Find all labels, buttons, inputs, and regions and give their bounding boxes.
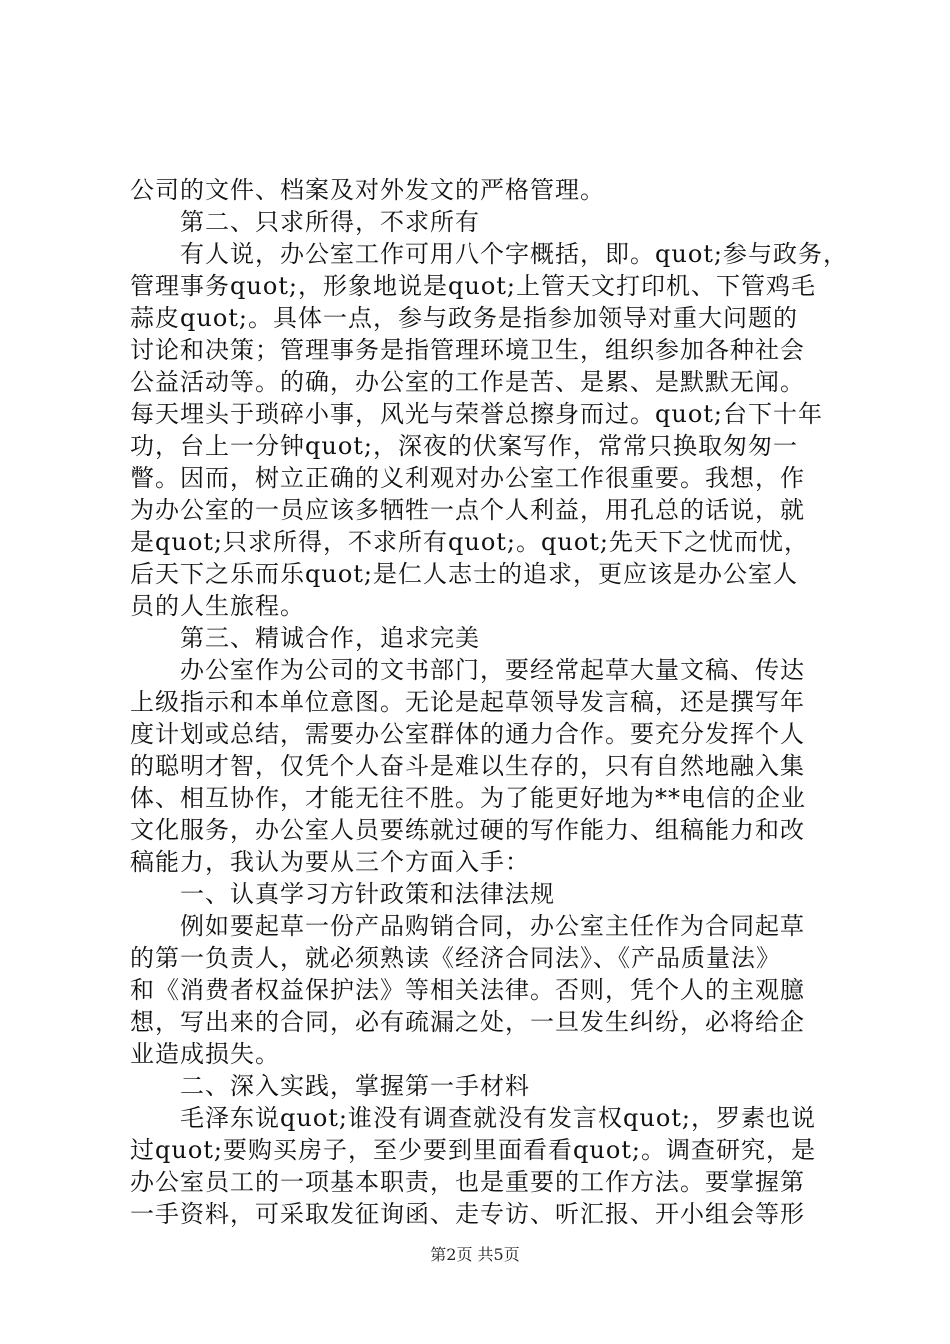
- text-line: 稿能力，我认为要从三个方面入手：: [130, 848, 530, 876]
- text-line: 毛泽东说quot;谁没有调查就没有发言权quot;，罗素也说: [180, 1104, 816, 1132]
- text-line: 功，台上一分钟quot;，深夜的伏案写作，常常只换取匆匆一: [130, 432, 798, 460]
- text-line: 每天埋头于琐碎小事，风光与荣誉总擦身而过。quot;台下十年: [130, 400, 823, 428]
- section-heading: 第三、精诚合作，追求完美: [180, 624, 480, 652]
- text-line: 业造成损失。: [130, 1040, 280, 1068]
- text-line: 办公室作为公司的文书部门，要经常起草大量文稿、传达: [180, 656, 805, 684]
- section-heading: 第二、只求所得，不求所有: [180, 208, 480, 236]
- text-line: 一手资料，可采取发征询函、走专访、听汇报、开小组会等形: [130, 1200, 805, 1228]
- text-line: 例如要起草一份产品购销合同，办公室主任作为合同起草: [180, 912, 805, 940]
- text-line: 想，写出来的合同，必有疏漏之处，一旦发生纠纷，必将给企: [130, 1008, 805, 1036]
- text-line: 体、相互协作，才能无往不胜。为了能更好地为**电信的企业: [130, 784, 806, 812]
- text-line: 公司的文件、档案及对外发文的严格管理。: [130, 176, 605, 204]
- text-line: 有人说，办公室工作可用八个字概括，即。quot;参与政务，: [180, 240, 848, 268]
- section-heading: 二、深入实践，掌握第一手材料: [180, 1072, 530, 1100]
- page-number-footer: 第2页 共5页: [430, 1245, 520, 1264]
- text-line: 为办公室的一员应该多牺牲一点个人利益，用孔总的话说，就: [130, 496, 805, 524]
- text-line: 的聪明才智，仅凭个人奋斗是难以生存的，只有自然地融入集: [130, 752, 805, 780]
- text-line: 办公室员工的一项基本职责，也是重要的工作方法。要掌握第: [130, 1168, 805, 1196]
- text-line: 蒜皮quot;。具体一点，参与政务是指参加领导对重大问题的: [130, 304, 798, 332]
- text-line: 讨论和决策；管理事务是指管理环境卫生，组织参加各种社会: [130, 336, 805, 364]
- text-line: 度计划或总结，需要办公室群体的通力合作。要充分发挥个人: [130, 720, 805, 748]
- text-line: 后天下之乐而乐quot;是仁人志士的追求，更应该是办公室人: [130, 560, 798, 588]
- text-line: 瞥。因而，树立正确的义利观对办公室工作很重要。我想，作: [130, 464, 805, 492]
- text-line: 上级指示和本单位意图。无论是起草领导发言稿，还是撰写年: [130, 688, 805, 716]
- text-line: 过quot;要购买房子，至少要到里面看看quot;。调查研究，是: [130, 1136, 816, 1164]
- text-line: 员的人生旅程。: [130, 592, 305, 620]
- text-line: 文化服务，办公室人员要练就过硬的写作能力、组稿能力和改: [130, 816, 805, 844]
- text-line: 管理事务quot;，形象地说是quot;上管天文打印机、下管鸡毛: [130, 272, 816, 300]
- text-line: 是quot;只求所得，不求所有quot;。quot;先天下之忧而忧，: [130, 528, 809, 556]
- section-heading: 一、认真学习方针政策和法律法规: [180, 880, 555, 908]
- text-line: 的第一负责人，就必须熟读《经济合同法》、《产品质量法》: [130, 944, 781, 972]
- text-line: 公益活动等。的确，办公室的工作是苦、是累、是默默无闻。: [130, 368, 805, 396]
- text-line: 和《消费者权益保护法》等相关法律。否则，凭个人的主观臆: [130, 976, 805, 1004]
- document-body: [130, 174, 848, 1230]
